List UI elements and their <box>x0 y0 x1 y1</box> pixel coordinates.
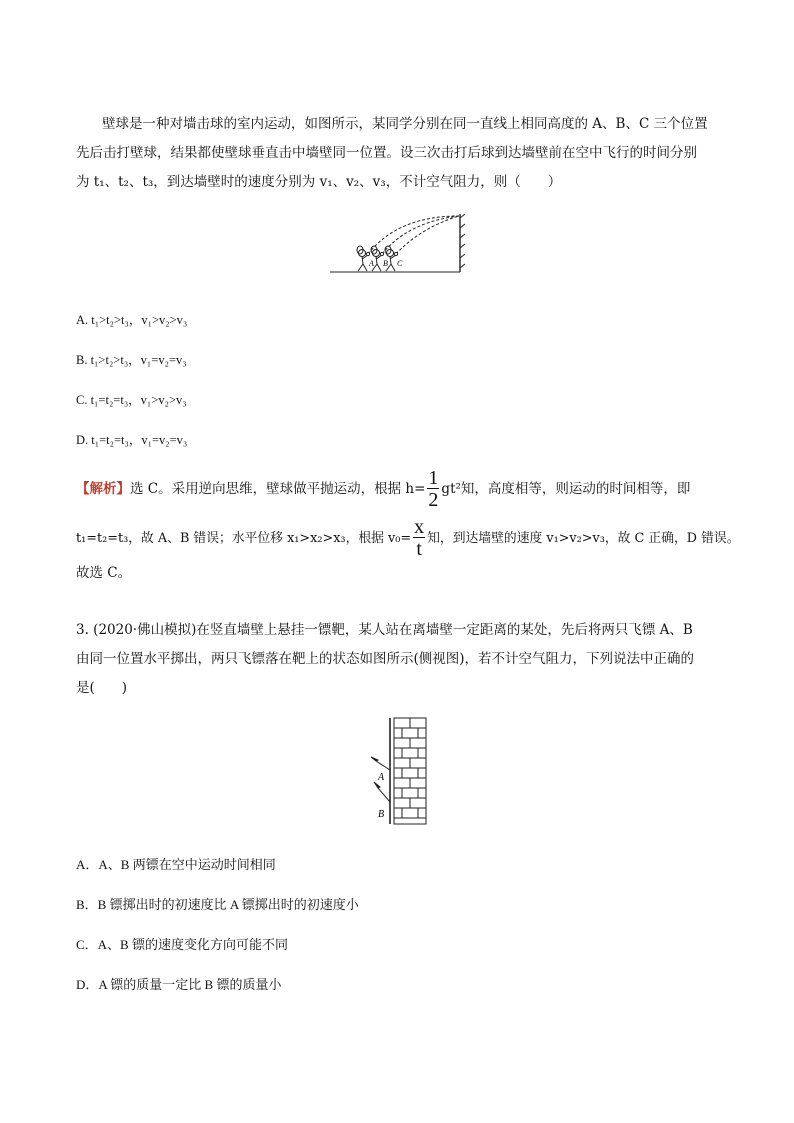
trajectory-c <box>396 216 459 254</box>
trajectory-a <box>368 216 459 254</box>
q2-figure <box>328 208 470 278</box>
fraction-half-num: 1 <box>428 467 439 489</box>
label-c: C <box>397 259 403 268</box>
fraction-x-over-t <box>413 517 425 560</box>
fraction-x-num: x <box>414 516 425 538</box>
analysis-text-d: 知，到达墙壁的速度 v₁>v₂>v₃，故 C 正确，D 错误。 <box>427 531 740 546</box>
fraction-half <box>427 468 439 511</box>
q2-stem-line2: 先后击打壁球，结果都使壁球垂直击中墙壁同一位置。设三次击打后球到达墙壁前在空中飞行的时间分别 <box>76 145 697 161</box>
analysis-line1 <box>76 468 720 511</box>
q3-option-c[interactable]: C．A、B 镖的速度变化方向可能不同 <box>76 937 288 952</box>
label-a: A <box>369 259 374 268</box>
trajectory-b <box>382 216 459 254</box>
analysis-text-b: gt²知，高度相等，则运动的时间相等，即 <box>441 481 691 497</box>
q2-option-d[interactable]: D. t₁=t₂=t₃，v₁=v₂=v₃ <box>76 433 188 447</box>
dart-b <box>374 782 390 802</box>
label-b: B <box>383 259 388 268</box>
q3-option-a[interactable]: A．A、B 两镖在空中运动时间相同 <box>76 857 276 872</box>
q2-option-b[interactable]: B. t₁>t₂>t₃，v₁=v₂=v₃ <box>76 353 187 367</box>
dart-a <box>371 757 390 770</box>
fraction-t-den: t <box>416 538 422 560</box>
q3-stem-line3: 是( ) <box>76 680 128 696</box>
player-a <box>357 246 368 271</box>
fraction-half-den: 2 <box>428 489 439 511</box>
q3-option-d[interactable]: D．A 镖的质量一定比 B 镖的质量小 <box>76 977 282 992</box>
q3-option-b[interactable]: B．B 镖掷出时的初速度比 A 镖掷出时的初速度小 <box>76 897 359 912</box>
q2-option-a[interactable]: A. t₁>t₂>t₃，v₁>v₂>v₃ <box>76 313 188 327</box>
q3-stem-line1: 3. (2020·佛山模拟)在竖直墙壁上悬挂一镖靶，某人站在离墙壁一定距离的某处，先后将两只飞镖 A、B <box>76 622 693 638</box>
q3-stem-line2: 由同一位置水平掷出，两只飞镖落在靶上的状态如图所示(侧视图)，若不计空气阻力，下列说法中正确的 <box>76 651 695 667</box>
q2-analysis <box>76 467 740 590</box>
analysis-conclusion: 故选 C。 <box>76 565 132 581</box>
analysis-text-c: t₁=t₂=t₃，故 A、B 错误；水平位移 x₁>x₂>x₃，根据 v₀= <box>76 531 412 546</box>
analysis-line2 <box>76 516 740 560</box>
dart-label-a: A <box>378 772 385 783</box>
analysis-text-a: 选 C。采用逆向思维，壁球做平抛运动，根据 h= <box>130 481 426 497</box>
dart-label-b: B <box>378 809 385 820</box>
q2-stem-line1: 壁球是一种对墙击球的室内运动，如图所示，某同学分别在同一直线上相同高度的 A、B、C 三个位置 <box>102 116 708 132</box>
q2-stem <box>76 110 720 197</box>
q3-figure <box>368 716 432 828</box>
q2-option-c[interactable]: C. t₁=t₂=t₃，v₁>v₂>v₃ <box>76 393 187 407</box>
q3-stem <box>76 616 720 703</box>
q2-stem-line3: 为 t₁、t₂、t₃，到达墙壁时的速度分别为 v₁、v₂、v₃，不计空气阻力，则（ ） <box>76 174 562 190</box>
analysis-tag: 【解析】 <box>76 481 130 497</box>
